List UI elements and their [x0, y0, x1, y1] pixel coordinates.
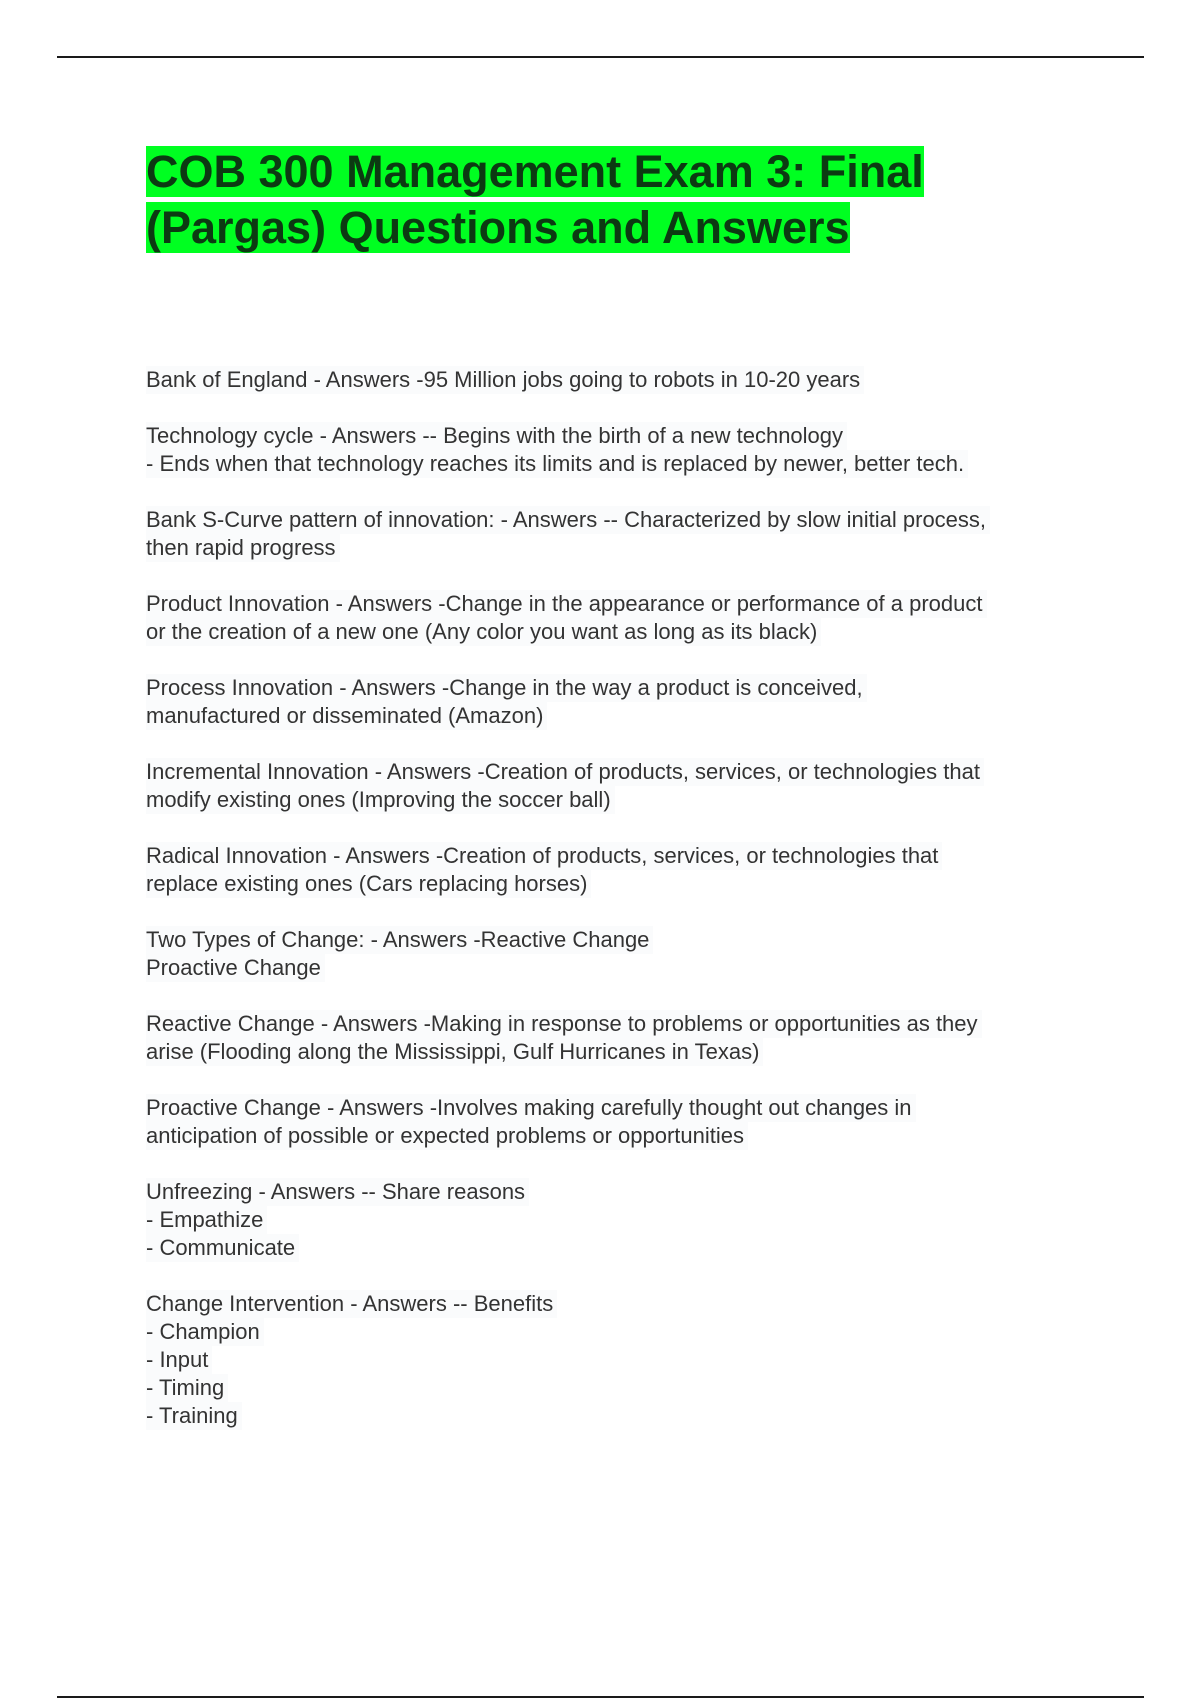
qa-line: anticipation of possible or expected problems or opportunities: [146, 1122, 748, 1150]
qa-line: - Champion: [146, 1318, 264, 1346]
qa-item: [146, 926, 1076, 982]
qa-line: Incremental Innovation - Answers -Creation of products, services, or technologies that: [146, 758, 984, 786]
qa-line: Two Types of Change: - Answers -Reactive Change: [146, 926, 653, 954]
qa-item: [146, 590, 1076, 646]
qa-line: Technology cycle - Answers -- Begins with the birth of a new technology: [146, 422, 847, 450]
document-title: [146, 144, 1046, 256]
qa-line: manufactured or disseminated (Amazon): [146, 702, 547, 730]
qa-item: [146, 422, 1076, 478]
qa-list: [146, 366, 1076, 1458]
qa-line: - Timing: [146, 1374, 228, 1402]
qa-line: Product Innovation - Answers -Change in the appearance or performance of a product: [146, 590, 987, 618]
qa-item: [146, 366, 1076, 394]
qa-line: - Communicate: [146, 1234, 299, 1262]
top-rule: [57, 56, 1144, 58]
qa-line: or the creation of a new one (Any color you want as long as its black): [146, 618, 821, 646]
qa-line: Reactive Change - Answers -Making in response to problems or opportunities as they: [146, 1010, 982, 1038]
qa-line: Bank of England - Answers -95 Million jobs going to robots in 10-20 years: [146, 366, 864, 394]
qa-item: [146, 1094, 1076, 1150]
qa-item: [146, 506, 1076, 562]
qa-item: [146, 1178, 1076, 1262]
qa-item: [146, 758, 1076, 814]
qa-line: - Ends when that technology reaches its limits and is replaced by newer, better tech.: [146, 450, 968, 478]
qa-line: replace existing ones (Cars replacing horses): [146, 870, 591, 898]
qa-line: Process Innovation - Answers -Change in the way a product is conceived,: [146, 674, 867, 702]
qa-line: Change Intervention - Answers -- Benefits: [146, 1290, 557, 1318]
qa-line: - Empathize: [146, 1206, 267, 1234]
qa-line: - Training: [146, 1402, 242, 1430]
qa-line: then rapid progress: [146, 534, 340, 562]
qa-item: [146, 1010, 1076, 1066]
bottom-rule: [57, 1696, 1144, 1698]
qa-line: Proactive Change - Answers -Involves making carefully thought out changes in: [146, 1094, 916, 1122]
qa-line: Proactive Change: [146, 954, 325, 982]
qa-line: Unfreezing - Answers -- Share reasons: [146, 1178, 529, 1206]
qa-line: modify existing ones (Improving the soccer ball): [146, 786, 615, 814]
title-highlight: COB 300 Management Exam 3: Final (Pargas) Questions and Answers: [146, 146, 924, 253]
qa-item: [146, 842, 1076, 898]
qa-item: [146, 674, 1076, 730]
qa-line: Radical Innovation - Answers -Creation of products, services, or technologies that: [146, 842, 942, 870]
qa-item: [146, 1290, 1076, 1430]
qa-line: - Input: [146, 1346, 212, 1374]
qa-line: arise (Flooding along the Mississippi, Gulf Hurricanes in Texas): [146, 1038, 763, 1066]
qa-line: Bank S-Curve pattern of innovation: - Answers -- Characterized by slow initial process,: [146, 506, 990, 534]
